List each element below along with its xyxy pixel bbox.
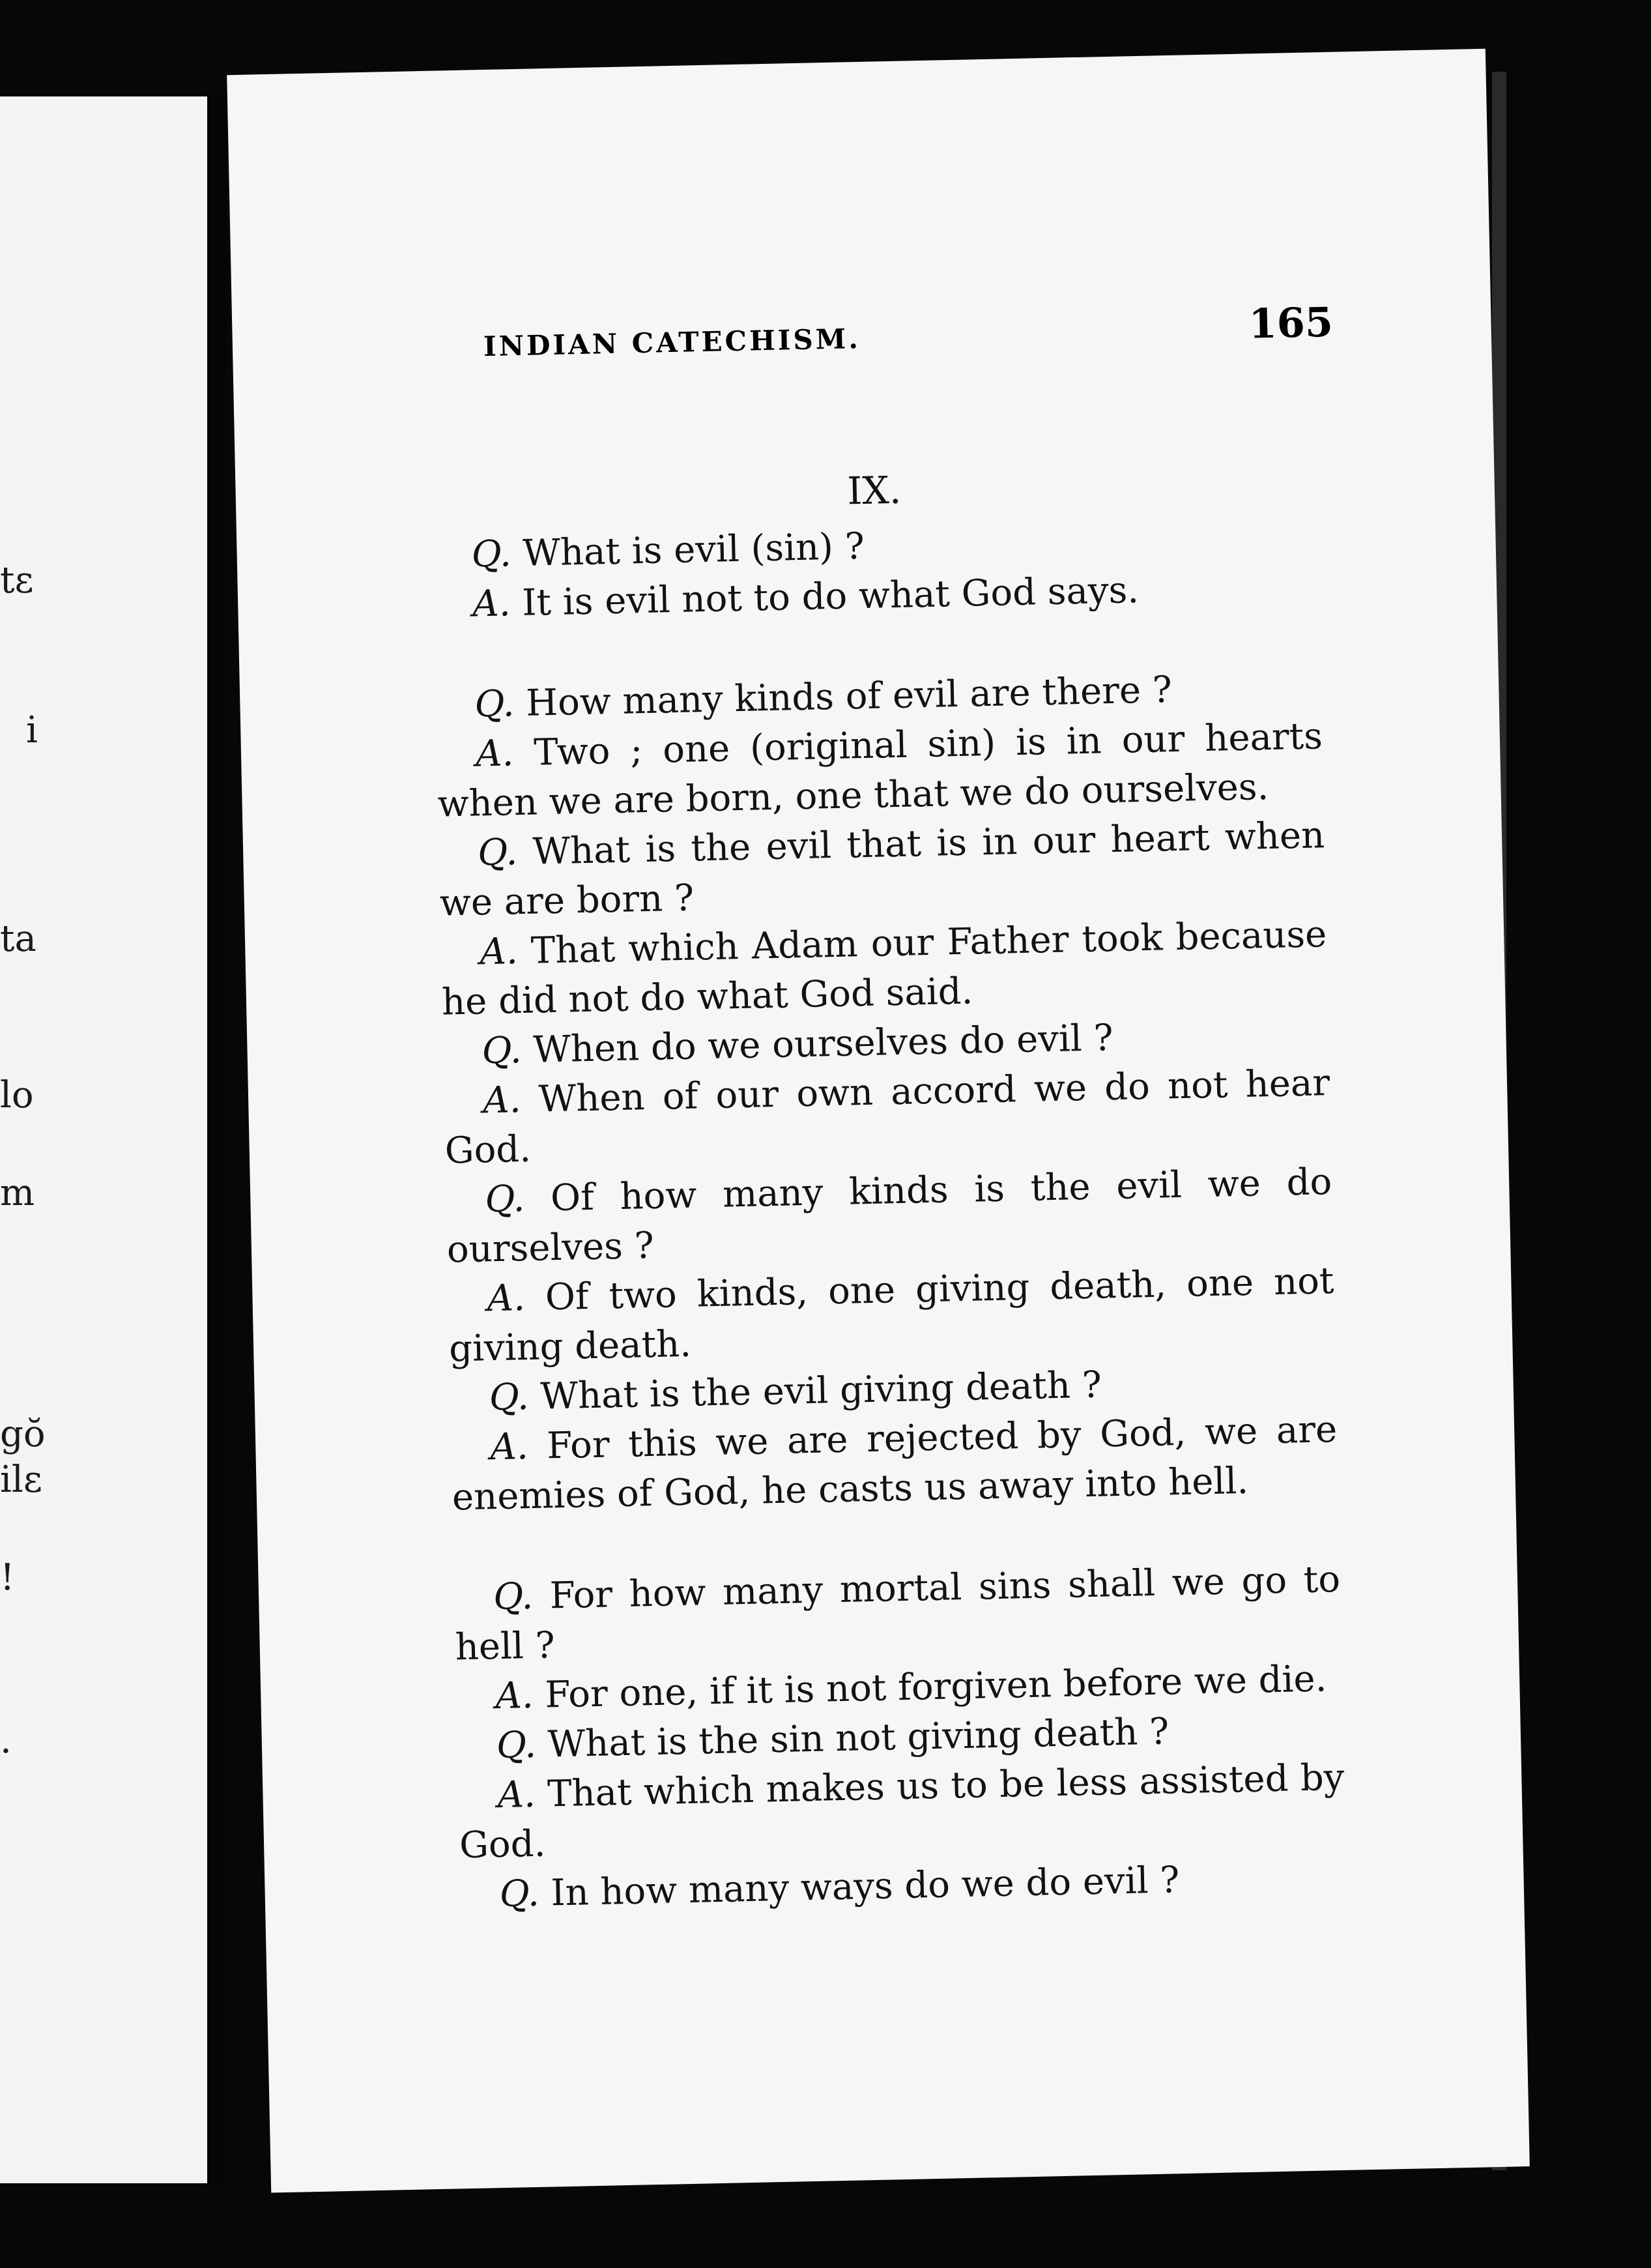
running-head: INDIAN CATECHISM.: [483, 322, 861, 363]
left-fragment-text: tε: [0, 559, 34, 602]
speaker-label: Q.: [499, 1872, 540, 1916]
speaker-label: Q.: [471, 532, 512, 576]
speaker-label: Q.: [477, 831, 518, 875]
line-text: Of how many kinds is the evil we do ourselves ?: [446, 1161, 1332, 1272]
line-text: When do we ourselves do evil ?: [532, 1017, 1114, 1071]
line-text: What is evil (sin) ?: [522, 525, 865, 575]
left-fragment-text: m: [0, 1172, 35, 1214]
page-number: 165: [1248, 298, 1334, 348]
line-text: It is evil not to do what God says.: [521, 569, 1140, 624]
left-page-fragment: [0, 96, 207, 2183]
qa-block: [453, 1555, 1347, 1920]
qa-block: [435, 662, 1339, 1522]
answer-line: [451, 1405, 1339, 1522]
line-text: For this we are rejected by God, we are enemies of God, he casts us away into hell.: [452, 1408, 1338, 1519]
speaker-label: Q.: [496, 1723, 537, 1767]
left-fragment-text: lo: [0, 1074, 34, 1116]
speaker-label: Q.: [489, 1375, 530, 1419]
speaker-label: A.: [495, 1674, 534, 1718]
speaker-label: Q.: [474, 682, 515, 726]
line-text: In how many ways do we do evil ?: [550, 1859, 1180, 1915]
speaker-label: A.: [496, 1773, 536, 1817]
left-fragment-text: ta: [0, 918, 36, 960]
speaker-label: Q.: [493, 1575, 534, 1619]
line-text: Of two kinds, one giving death, one not giving death.: [448, 1260, 1335, 1371]
line-text: That which makes us to be less assisted by God.: [459, 1756, 1345, 1867]
left-fragment-text: !: [0, 1556, 15, 1599]
line-text: That which Adam our Father took because he did not do what God said.: [441, 913, 1327, 1024]
speaker-label: Q.: [484, 1178, 526, 1221]
page-body: [427, 300, 1348, 1971]
book-gutter: [207, 96, 227, 2183]
right-page: [227, 49, 1530, 2193]
answer-line: [443, 1058, 1331, 1176]
speaker-label: Q.: [481, 1029, 523, 1073]
question-line: [453, 1555, 1342, 1672]
answer-line: [458, 1753, 1346, 1870]
section-numeral: IX.: [846, 467, 902, 514]
answer-line: [440, 910, 1328, 1027]
speaker-label: A.: [489, 1425, 529, 1469]
line-text: What is the evil giving death ?: [539, 1363, 1102, 1418]
left-fragment-text: gŏ: [0, 1413, 46, 1455]
speaker-label: A.: [479, 930, 519, 974]
answer-line: [448, 1257, 1336, 1374]
line-text: When of our own accord we do not hear God.: [444, 1062, 1330, 1172]
speaker-label: A.: [486, 1277, 526, 1320]
left-fragment-text: .: [0, 1719, 12, 1762]
question-line: [446, 1157, 1334, 1275]
line-text: Two ; one (original sin) is in our hearts when we are born, one that we do ourselves.: [437, 715, 1323, 826]
left-fragment-text: ilε: [0, 1459, 42, 1501]
line-text: What is the evil that is in our heart when we are born ?: [439, 814, 1325, 925]
question-line: [438, 811, 1327, 928]
line-text: What is the sin not giving death ?: [547, 1710, 1170, 1766]
speaker-label: A.: [482, 1079, 522, 1122]
speaker-label: A.: [472, 582, 511, 626]
line-text: How many kinds of evil are there ?: [525, 669, 1173, 725]
left-fragment-text: i: [26, 709, 38, 751]
line-text: For how many mortal sins shall we go to hell ?: [455, 1558, 1341, 1669]
answer-line: [436, 712, 1324, 829]
catechism-text: [432, 512, 1347, 1920]
line-text: For one, if it is not forgiven before we die.: [544, 1657, 1327, 1717]
speaker-label: A.: [475, 732, 515, 776]
qa-block: [432, 512, 1320, 630]
